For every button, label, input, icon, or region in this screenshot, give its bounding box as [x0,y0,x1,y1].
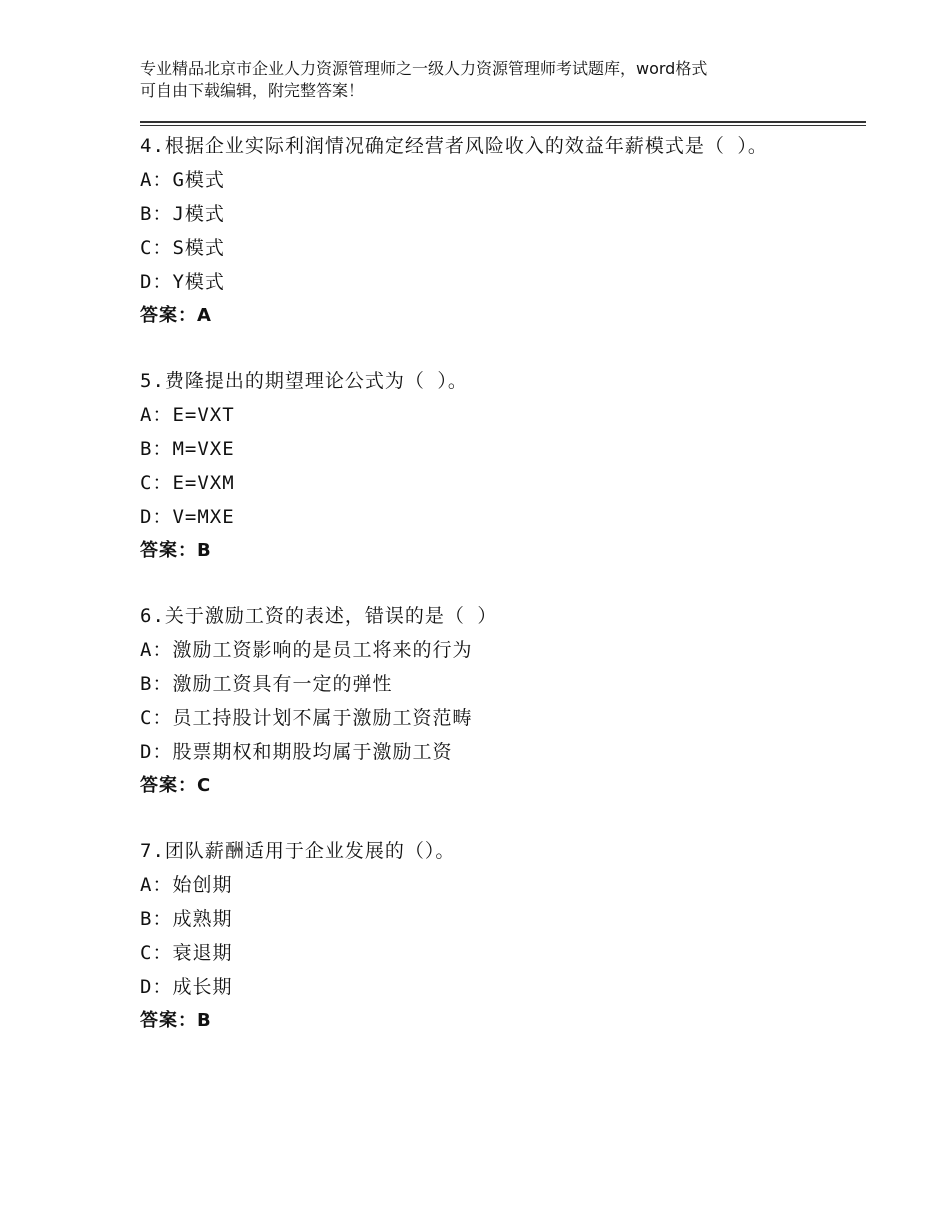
answer-label: 答案：B [140,540,212,561]
option-d: D：Y模式 [140,271,225,293]
question-list [140,129,866,1069]
question-title: 6.关于激励工资的表述，错误的是（ ） [140,605,498,627]
answer-label: 答案：C [140,775,212,796]
answer-label: 答案：A [140,305,212,326]
question-title: 4.根据企业实际利润情况确定经营者风险收入的效益年薪模式是（ ）。 [140,135,768,157]
question-title: 7.团队薪酬适用于企业发展的（）。 [140,840,456,862]
option-c: C：S模式 [140,237,225,259]
option-d: D：成长期 [140,976,233,998]
option-d: D：V=MXE [140,506,235,528]
answer-label: 答案：B [140,1010,212,1031]
option-c: C：E=VXM [140,472,235,494]
header-line-1: 专业精品北京市企业人力资源管理师之一级人力资源管理师考试题库，word格式 [140,59,708,78]
option-a: A：激励工资影响的是员工将来的行为 [140,639,473,661]
option-b: B：成熟期 [140,908,233,930]
option-c: C：衰退期 [140,942,233,964]
option-a: A：始创期 [140,874,233,896]
header-rule-thick [140,121,866,123]
option-d: D：股票期权和期股均属于激励工资 [140,741,453,763]
page-header [140,58,840,102]
option-b: B：激励工资具有一定的弹性 [140,673,393,695]
question-4 [140,129,866,333]
option-b: B：M=VXE [140,438,235,460]
header-rule-thin [140,125,866,126]
option-a: A：G模式 [140,169,225,191]
option-a: A：E=VXT [140,404,235,426]
option-c: C：员工持股计划不属于激励工资范畴 [140,707,473,729]
question-6 [140,599,866,803]
question-5 [140,364,866,568]
question-title: 5.费隆提出的期望理论公式为（ ）。 [140,370,468,392]
header-line-2: 可自由下载编辑，附完整答案！ [140,81,365,100]
option-b: B：J模式 [140,203,225,225]
question-7 [140,834,866,1038]
